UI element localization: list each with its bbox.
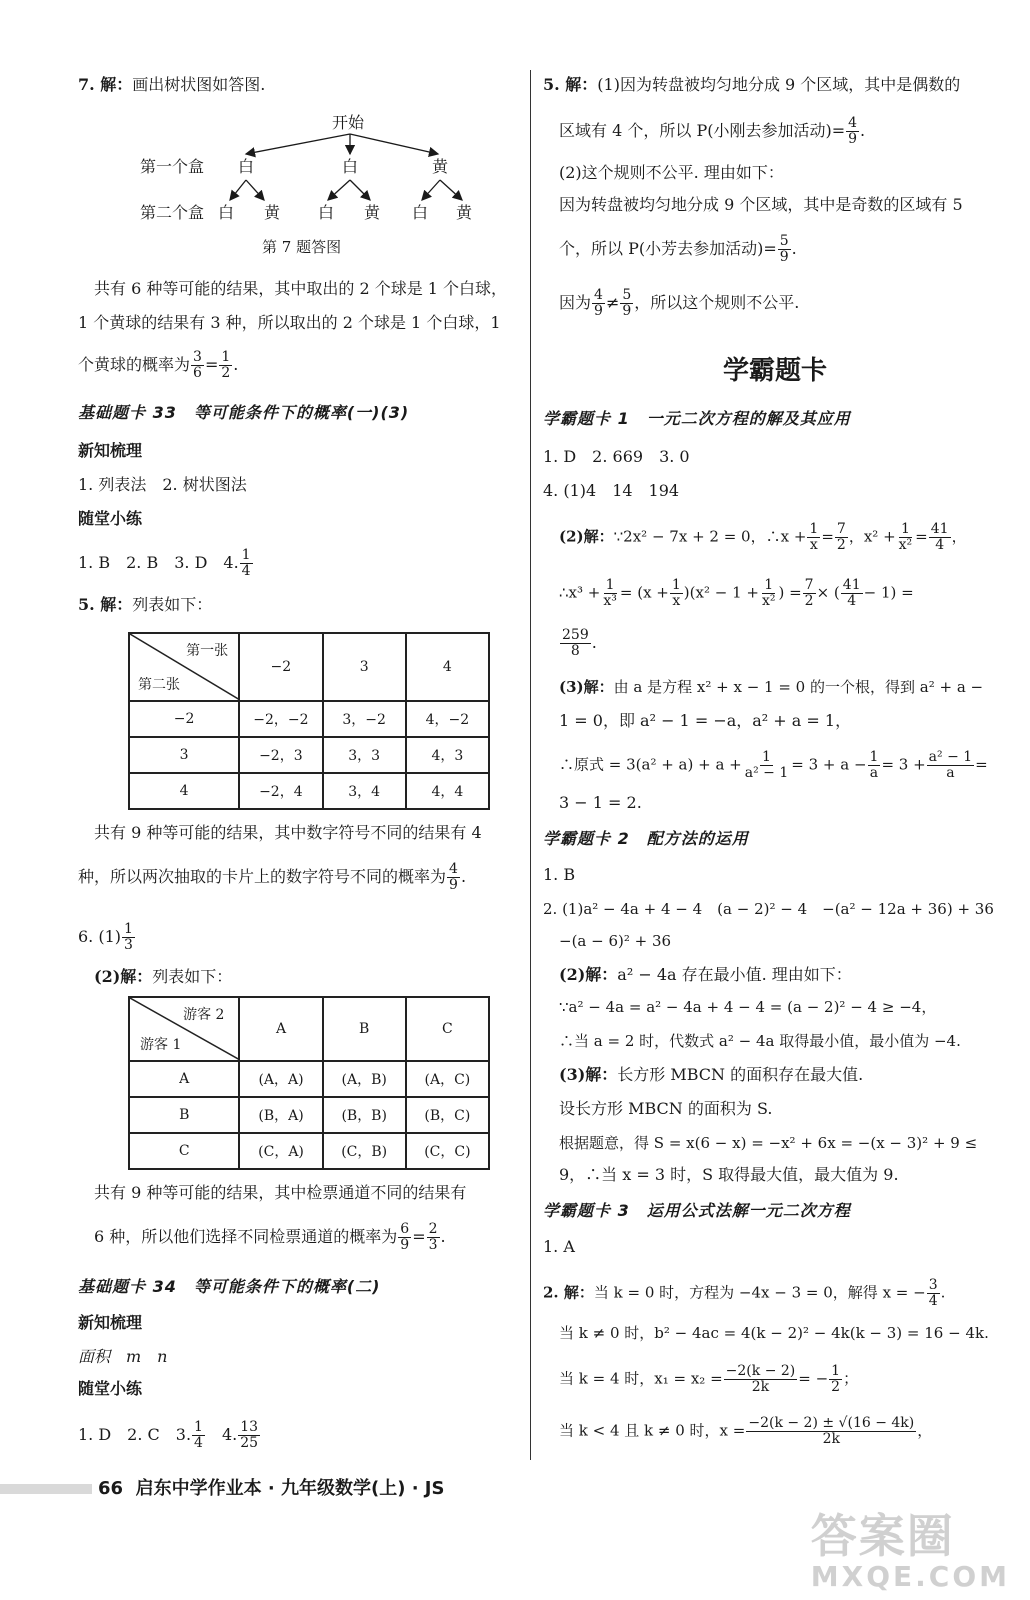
- table-header-diagonal: [129, 633, 239, 701]
- tree-level1-label: 第一个盒: [140, 157, 205, 176]
- row-header: A: [129, 1061, 239, 1097]
- fraction: $\frac{-2(k - 2) \pm √(16 - 4k)}{2k}$: [748, 1415, 915, 1447]
- page-number: 66: [98, 1478, 124, 1499]
- fraction: $\frac{1}{x}$: [671, 577, 681, 609]
- q7-head: 7. 解：: [78, 75, 133, 94]
- xb2-part2-line1: (2)解：a² − 4a 存在最小值. 理由如下：: [559, 965, 852, 984]
- tree-node: 黄: [432, 157, 449, 176]
- tree-edge: [230, 180, 246, 200]
- col-header: B: [323, 997, 406, 1061]
- s33-new-heading: 新知梳理: [78, 441, 143, 460]
- row-header: B: [129, 1097, 239, 1133]
- q5-line: 5. 解：列表如下：: [78, 595, 213, 614]
- table-cell: (A，C): [406, 1061, 489, 1097]
- tree-caption: 第 7 题答图: [262, 238, 342, 256]
- tree-leaf: 白: [218, 203, 235, 222]
- col-header: −2: [239, 633, 322, 701]
- xb2-part3-line3: 根据题意，得 S = x(6 − x) = −x² + 6x = −(x − 3)² + 9 ≤: [559, 1134, 978, 1152]
- table-cell: −2，−2: [239, 701, 322, 737]
- tree-leaf: 黄: [364, 203, 381, 222]
- watermark-line2: MXQE.COM: [810, 1560, 1010, 1593]
- section-heading-34: 基础题卡 34 等可能条件下的概率(二): [78, 1277, 381, 1296]
- q7-p3: 个黄球的概率为 $\frac{3}{6}$ = $\frac{1}{2}$ .: [78, 349, 239, 381]
- fraction: $\frac{7}{2}$: [836, 521, 846, 553]
- q7-line: [78, 74, 265, 96]
- fraction: $\frac{7}{2}$: [804, 577, 814, 609]
- tree-edge: [246, 180, 264, 200]
- fraction: $\frac{4}{9}$: [848, 115, 858, 147]
- table-row: [129, 701, 489, 737]
- table-cell: (A，A): [239, 1061, 322, 1097]
- tree-edge: [350, 180, 370, 200]
- xb1-part3-line1: (3)解：由 a 是方程 x² + x − 1 = 0 的一个根，得到 a² + a −: [559, 678, 984, 696]
- table-cell: 3，3: [323, 737, 406, 773]
- tree-edge: [350, 134, 438, 154]
- table-cell: (B，A): [239, 1097, 322, 1133]
- fraction: $\frac{5}{9}$: [622, 287, 632, 319]
- q6-part1: 6. (1) $\frac{1}{3}$: [78, 921, 133, 953]
- tree-edge: [440, 180, 462, 200]
- section-heading-xb3: 学霸题卡 3 运用公式法解一元二次方程: [543, 1201, 851, 1220]
- column-divider: [530, 70, 531, 1460]
- s33-new-answer: 1. 列表法 2. 树状图法: [78, 475, 247, 494]
- fraction: $\frac{1}{\text{a² − 1}}$: [744, 749, 789, 781]
- section-heading-33: 基础题卡 33 等可能条件下的概率(一)(3): [78, 403, 410, 422]
- fraction: $\frac{1}{\text{x²}}$: [761, 577, 776, 609]
- watermark-line1: 答案圈: [810, 1509, 955, 1563]
- r-q5-l5: 个，所以 P(小芳去参加活动)= $\frac{5}{9}$ .: [559, 233, 797, 265]
- q7-text: 画出树状图如答图.: [132, 75, 266, 94]
- fraction: $\frac{-2(k - 2)}{2k}$: [725, 1363, 796, 1395]
- xb2-part2-line3: ∴当 a = 2 时，代数式 a² − 4a 取得最小值，最小值为 −4.: [559, 1032, 961, 1050]
- tree-leaf: 白: [412, 203, 429, 222]
- section-heading-xb2: 学霸题卡 2 配方法的运用: [543, 829, 749, 848]
- fraction: $\frac{41}{4}$: [842, 577, 861, 609]
- table-cell: 3，−2: [323, 701, 406, 737]
- table-cell: (C，B): [323, 1133, 406, 1169]
- fraction: $\frac{5}{9}$: [779, 233, 789, 265]
- fraction: $\frac{1}{4}$: [241, 547, 251, 579]
- watermark-logo: [811, 1500, 1010, 1593]
- row-header: 4: [129, 773, 239, 809]
- fraction: $\frac{1}{a}$: [869, 749, 879, 781]
- table-cell: (C，A): [239, 1133, 322, 1169]
- fraction: $\frac{3}{4}$: [928, 1277, 938, 1309]
- xb1-part2-result: $\frac{259}{8}$ .: [562, 627, 597, 659]
- xb2-answer-2b: −(a − 6)² + 36: [559, 932, 672, 950]
- header-top: 第一张: [186, 643, 229, 659]
- fraction: $\frac{3}{6}$: [193, 349, 202, 381]
- table-cell: (C，C): [406, 1133, 489, 1169]
- table-cell: (B，C): [406, 1097, 489, 1133]
- xb2-part2-line2: ∵a² − 4a = a² − 4a + 4 − 4 = (a − 2)² − 4 ≥ −4，: [559, 998, 937, 1016]
- xb1-part2-line2: ∴x³ + $\frac{1}{\text{x³}}$ = (x + $\frac{1}{x}$ )(x² − 1 + $\frac{1}{\text{x²}}$ ) = $\frac{7}{2}$ × ( $\frac{41}{4}$ − 1) =: [559, 577, 914, 609]
- row-header: 3: [129, 737, 239, 773]
- table-header-diagonal: [129, 997, 239, 1061]
- s34-answers: 1. D 2. C 3. $\frac{1}{4}$ 4. $\frac{13}{25}$: [78, 1419, 259, 1451]
- r-q5-l1: 5. 解：(1)因为转盘被均匀地分成 9 个区域，其中是偶数的: [543, 75, 961, 94]
- fraction: $\frac{259}{8}$: [562, 627, 589, 659]
- xb1-answers-4: 4. (1)4 14 194: [543, 481, 680, 500]
- table-cell: 4，−2: [406, 701, 489, 737]
- header-top: 游客 2: [183, 1007, 225, 1023]
- q6-part2: (2)解：列表如下：: [94, 967, 233, 986]
- tree-level2-label: 第二个盒: [140, 203, 205, 222]
- s34-new-answer: 面积 m n: [78, 1347, 168, 1366]
- xb3-part2-line3: 当 k = 4 时，x₁ = x₂ = $\frac{-2(k - 2)}{2k}$ = − $\frac{1}{2}$ ；: [559, 1363, 859, 1395]
- footer-text: [98, 1474, 444, 1500]
- q5-p1: 共有 9 种等可能的结果，其中数字符号不同的结果有 4: [94, 823, 482, 842]
- fraction: $\frac{4}{9}$: [594, 287, 603, 319]
- r-q5-l4: 因为转盘被均匀地分成 9 个区域，其中是奇数的区域有 5: [559, 195, 963, 214]
- table-cell: 4，4: [406, 773, 489, 809]
- col-header: C: [406, 997, 489, 1061]
- tree-edge: [246, 134, 350, 154]
- header-bottom: 第二张: [138, 677, 180, 693]
- s34-new-heading: 新知梳理: [78, 1313, 143, 1332]
- tree-leaf: 黄: [264, 203, 281, 222]
- xb1-answers-1: 1. D 2. 669 3. 0: [543, 447, 690, 466]
- col-header: A: [239, 997, 322, 1061]
- tree-node: 白: [342, 157, 359, 176]
- col-header: 3: [323, 633, 406, 701]
- fraction: $\frac{6}{9}$: [400, 1221, 410, 1253]
- xb2-part3-line2: 设长方形 MBCN 的面积为 S.: [559, 1099, 773, 1118]
- xb3-part2-line4: 当 k < 4 且 k ≠ 0 时，x = $\frac{-2(k - 2) \pm √(16 - 4k)}{2k}$ ，: [559, 1415, 933, 1447]
- r-q5-l3: (2)这个规则不公平. 理由如下：: [559, 163, 784, 182]
- xb2-part3-line4: 9，∴当 x = 3 时，S 取得最大值，最大值为 9.: [559, 1165, 899, 1184]
- xb1-part3-line2: 1 = 0，即 a² − 1 = −a，a² + a = 1，: [559, 711, 852, 730]
- header-bottom: 游客 1: [140, 1037, 182, 1053]
- fraction: $\frac{\text{a² − 1}}{a}$: [928, 749, 973, 781]
- table-row: [129, 1061, 489, 1097]
- row-header: C: [129, 1133, 239, 1169]
- table-row: [129, 737, 489, 773]
- xb3-part2-line2: 当 k ≠ 0 时，b² − 4ac = 4(k − 2)² − 4k(k − 3) = 16 − 4k.: [559, 1324, 989, 1342]
- fraction: $\frac{1}{\text{x²}}$: [898, 521, 913, 553]
- table-cards: [128, 632, 490, 810]
- footer-bar: [0, 1484, 92, 1494]
- xb3-answer-1: 1. A: [543, 1237, 575, 1256]
- book-title: 启东中学作业本 · 九年级数学(上) · JS: [135, 1478, 445, 1499]
- s33-practice-heading: 随堂小练: [78, 509, 143, 528]
- q6-p2: 6 种，所以他们选择不同检票通道的概率为 $\frac{6}{9}$ = $\frac{2}{3}$ .: [94, 1221, 446, 1253]
- table-cell: 3，4: [323, 773, 406, 809]
- col-header: 4: [406, 633, 489, 701]
- fraction: $\frac{1}{2}$: [831, 1363, 841, 1395]
- fraction: $\frac{1}{3}$: [124, 921, 133, 953]
- table-cell: −2，3: [239, 737, 322, 773]
- fraction: $\frac{13}{25}$: [240, 1419, 259, 1451]
- s34-practice-heading: 随堂小练: [78, 1379, 143, 1398]
- tree-leaf: 黄: [456, 203, 473, 222]
- tree-leaf: 白: [318, 203, 335, 222]
- table-cell: 4，3: [406, 737, 489, 773]
- fraction: $\frac{1}{4}$: [194, 1419, 203, 1451]
- r-q5-l6: 因为 $\frac{4}{9}$ ≠ $\frac{5}{9}$ ，所以这个规则不公平.: [559, 287, 800, 319]
- tree-edge: [328, 180, 350, 200]
- table-tourists: [128, 996, 490, 1170]
- q7-p2: 1 个黄球的结果有 3 种，所以取出的 2 个球是 1 个白球，1: [78, 313, 501, 332]
- tree-node: 白: [238, 157, 255, 176]
- table-cell: (B，B): [323, 1097, 406, 1133]
- xb2-answer-1: 1. B: [543, 865, 576, 884]
- table-row: [129, 773, 489, 809]
- table-row: [129, 1097, 489, 1133]
- xb1-part2-line1: (2)解：∵2x² − 7x + 2 = 0，∴x + $\frac{1}{x}$ = $\frac{7}{2}$ ，x² + $\frac{1}{\text{x²}}$ = $\frac{41}{4}$ ，: [559, 521, 967, 553]
- table-cell: −2，4: [239, 773, 322, 809]
- xb3-part2-line1: 2. 解：当 k = 0 时，方程为 −4x − 3 = 0，解得 x = − $\frac{3}{4}$ .: [543, 1277, 946, 1309]
- xb1-part3-line4: 3 − 1 = 2.: [559, 793, 642, 812]
- tree-root: 开始: [332, 113, 365, 132]
- section-title: 学霸题卡: [723, 356, 828, 386]
- table-row: [129, 1133, 489, 1169]
- xb2-part3-line1: (3)解：长方形 MBCN 的面积存在最大值.: [559, 1065, 864, 1084]
- xb1-part3-line3: ∴原式 = 3(a² + a) + a + $\frac{1}{\text{a² − 1}}$ = 3 + a − $\frac{1}{a}$ = 3 + $\frac{\text{a² − 1}}{a}$ =: [559, 749, 988, 781]
- table-cell: (A，B): [323, 1061, 406, 1097]
- fraction: $\frac{4}{9}$: [449, 861, 458, 893]
- s33-answers: 1. B 2. B 3. D 4. $\frac{1}{4}$: [78, 547, 251, 579]
- q5-p2: 种，所以两次抽取的卡片上的数字符号不同的概率为 $\frac{4}{9}$ .: [78, 861, 467, 893]
- fraction: $\frac{1}{\text{x³}}$: [603, 577, 617, 609]
- r-q5-l2: 区域有 4 个，所以 P(小刚去参加活动)= $\frac{4}{9}$ .: [559, 115, 866, 147]
- xb2-answer-2: 2. (1)a² − 4a + 4 − 4 (a − 2)² − 4 −(a² − 12a + 36) + 36: [543, 900, 994, 918]
- fraction: $\frac{41}{4}$: [930, 521, 949, 553]
- row-header: −2: [129, 701, 239, 737]
- fraction: $\frac{1}{2}$: [221, 349, 231, 381]
- q6-p1: 共有 9 种等可能的结果，其中检票通道不同的结果有: [94, 1183, 467, 1202]
- section-heading-xb1: 学霸题卡 1 一元二次方程的解及其应用: [543, 409, 851, 428]
- fraction: $\frac{2}{3}$: [428, 1221, 438, 1253]
- tree-edge: [422, 180, 440, 200]
- q7-p1: 共有 6 种等可能的结果，其中取出的 2 个球是 1 个白球，: [94, 279, 508, 298]
- fraction: $\frac{1}{x}$: [809, 521, 819, 553]
- tree-diagram: [138, 110, 498, 260]
